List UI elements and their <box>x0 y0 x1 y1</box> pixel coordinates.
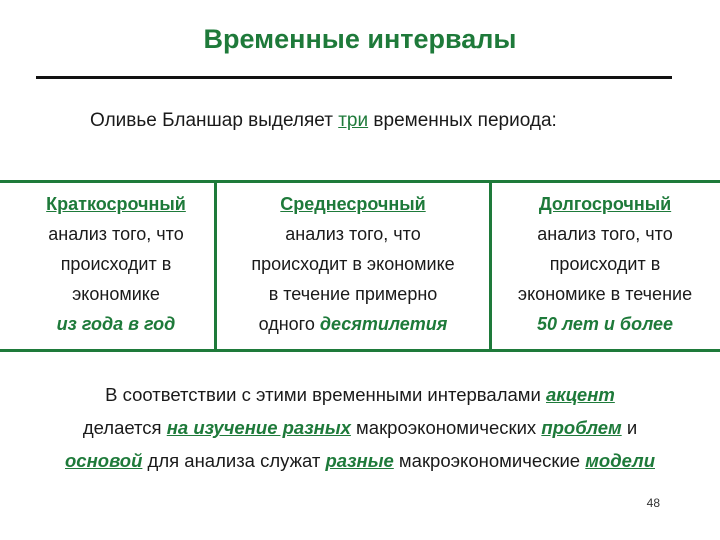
column-line: происходит в <box>549 254 661 274</box>
intro-highlight: три <box>338 110 369 131</box>
intro-after: временных периода: <box>368 110 557 131</box>
conclusion-keyword: основой <box>65 450 143 471</box>
intro-text <box>90 110 557 132</box>
column-line: анализ того, что <box>48 224 184 244</box>
column-line: анализ того, что <box>285 224 421 244</box>
conclusion-line-3 <box>0 444 720 477</box>
conclusion-keyword: разные <box>325 450 394 471</box>
conclusion-text-part: макроэкономические <box>393 450 586 471</box>
column-emphasis: 50 лет и более <box>536 314 674 334</box>
intro-before: Оливье Бланшар выделяет <box>90 110 339 131</box>
conclusion-line-1 <box>0 378 720 411</box>
column-short-term <box>18 183 217 349</box>
column-line: экономике в течение <box>517 284 693 304</box>
column-heading-long-term: Долгосрочный <box>538 194 672 214</box>
conclusion-text-part: делается <box>82 417 167 438</box>
slide-title: Временные интервалы <box>203 24 517 54</box>
column-emphasis-line <box>492 309 718 339</box>
column-emphasis: десятилетия <box>319 314 448 334</box>
column-line: происходит в экономике <box>251 254 455 274</box>
title-underline-rule <box>36 76 672 79</box>
page-number: 48 <box>646 496 660 510</box>
column-emphasis-prefix: одного <box>258 314 320 334</box>
conclusion-keyword: проблем <box>541 417 622 438</box>
conclusion-text-part: макроэкономических <box>350 417 542 438</box>
conclusion-text-part: В соответствии с этими временными интервалами <box>105 384 546 405</box>
conclusion-text-part: для анализа служат <box>142 450 326 471</box>
column-heading-medium-term: Среднесрочный <box>280 194 426 214</box>
column-line: анализ того, что <box>537 224 673 244</box>
column-line: происходит в <box>60 254 172 274</box>
column-emphasis: из года в год <box>56 314 176 334</box>
conclusion-keyword: на изучение разных <box>166 417 351 438</box>
column-line: в течение примерно <box>268 284 438 304</box>
conclusion-line-2 <box>0 411 720 444</box>
column-line: экономике <box>72 284 160 304</box>
column-emphasis-line <box>217 309 489 339</box>
conclusion-keyword: модели <box>585 450 655 471</box>
periods-table <box>0 180 720 352</box>
column-emphasis-line <box>18 309 214 339</box>
conclusion-text-part: и <box>621 417 638 438</box>
column-heading-short-term: Краткосрочный <box>46 194 186 214</box>
column-medium-term <box>217 183 492 349</box>
conclusion-text <box>0 378 720 477</box>
conclusion-keyword: акцент <box>546 384 615 405</box>
column-long-term <box>492 183 718 349</box>
